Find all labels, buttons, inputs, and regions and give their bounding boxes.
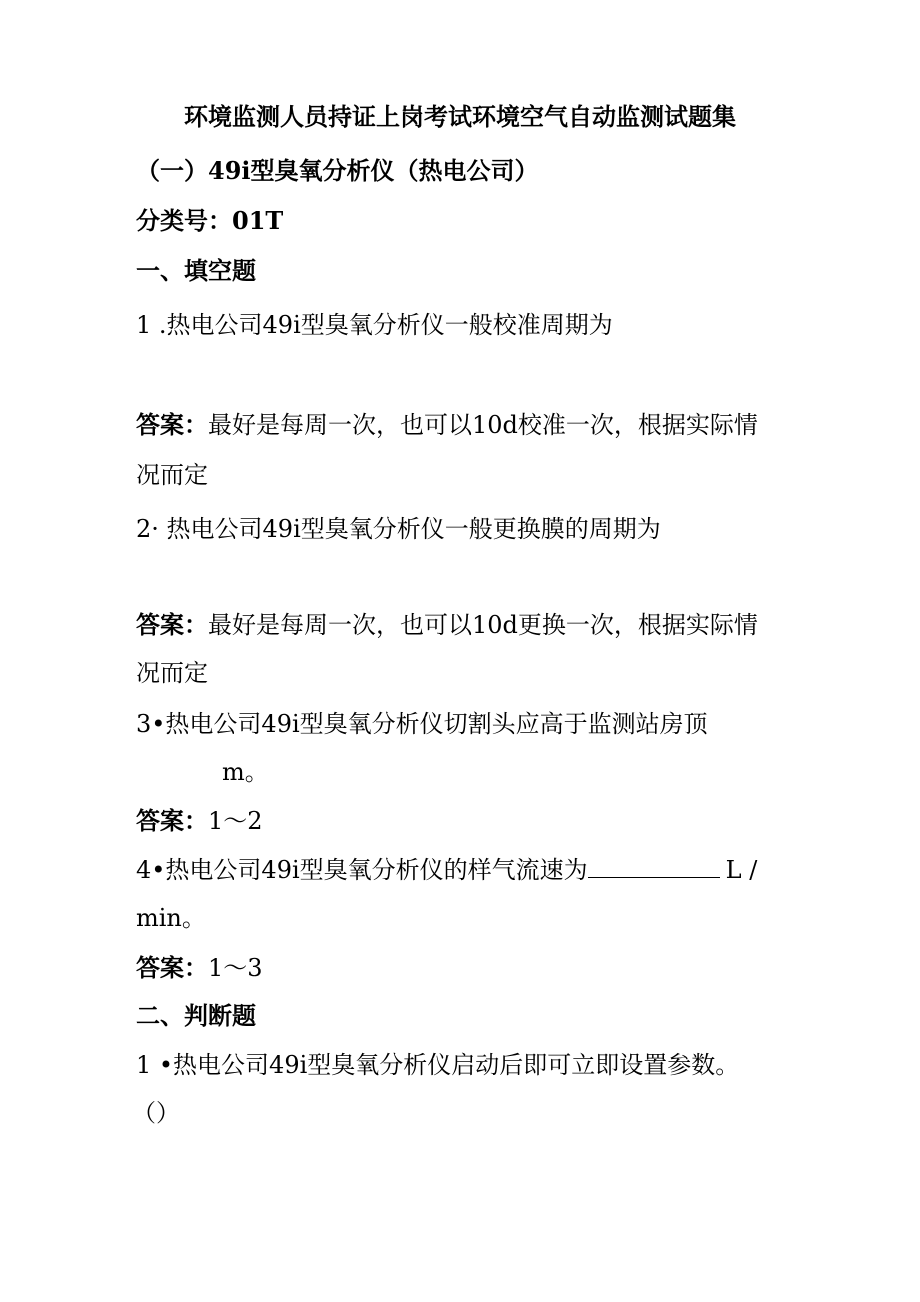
question-4-line2: min。 xyxy=(136,904,206,932)
answer-1-text: 最好是每周一次，也可以10d校准一次，根据实际情 xyxy=(208,411,758,439)
answer-label: 答案： xyxy=(136,410,208,439)
question-4-line1 xyxy=(136,854,757,886)
question-1: 1 .热电公司49i型臭氧分析仪一般校准周期为 xyxy=(136,311,613,339)
answer-2-line1 xyxy=(136,609,758,641)
answer-3-text: 1〜2 xyxy=(208,807,263,835)
answer-1-line1 xyxy=(136,409,758,441)
classification-number: 分类号：01T xyxy=(136,206,284,235)
question-4-text: 4•热电公司49i型臭氧分析仪的样气流速为 xyxy=(136,856,588,884)
answer-label: 答案： xyxy=(136,953,208,982)
judgement-1-parentheses: （） xyxy=(132,1099,180,1127)
question-4-unit: L / xyxy=(725,856,758,884)
answer-1-line2: 况而定 xyxy=(136,461,208,489)
answer-blank xyxy=(588,855,720,878)
question-3-line2: m。 xyxy=(222,758,269,786)
answer-label: 答案： xyxy=(136,610,208,639)
answer-2-text: 最好是每周一次，也可以10d更换一次，根据实际情 xyxy=(208,611,758,639)
answer-4 xyxy=(136,952,263,984)
answer-label: 答案： xyxy=(136,806,208,835)
section-heading: （一）49i型臭氧分析仪（热电公司） xyxy=(136,156,539,185)
question-3-line1: 3•热电公司49i型臭氧分析仪切割头应高于监测站房顶 xyxy=(136,710,708,738)
answer-4-text: 1〜3 xyxy=(208,954,263,982)
answer-3 xyxy=(136,805,263,837)
judgement-1: 1 •热电公司49i型臭氧分析仪启动后即可立即设置参数。 xyxy=(136,1051,740,1079)
question-2: 2· 热电公司49i型臭氧分析仪一般更换膜的周期为 xyxy=(136,515,661,543)
document-title: 环境监测人员持证上岗考试环境空气自动监测试题集 xyxy=(184,102,736,131)
answer-2-line2: 况而定 xyxy=(136,659,208,687)
part1-heading: 一、填空题 xyxy=(136,256,256,285)
part2-heading: 二、判断题 xyxy=(136,1001,256,1030)
